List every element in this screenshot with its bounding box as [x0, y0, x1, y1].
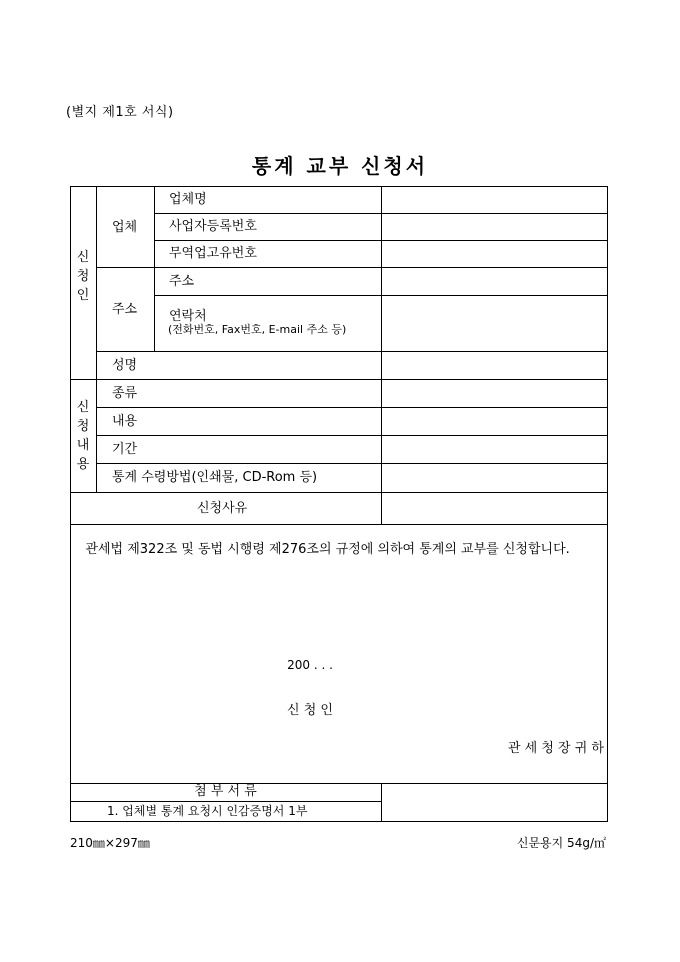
period-label: 기간 [112, 442, 138, 457]
receipt-method-label: 통계 수령방법(인쇄물, CD-Rom 등) [112, 470, 318, 485]
content-label: 내용 [112, 414, 138, 429]
form-title: 통계 교부 신청서 [251, 154, 429, 178]
attachments-header: 첨 부 서 류 [194, 784, 257, 799]
applicant-section-label: 신 청 인 [76, 250, 90, 303]
contact-label: 연락처 [169, 309, 207, 324]
paper-size: 210㎜×297㎜ [70, 836, 150, 850]
paper-type: 신문용지 54g/㎡ [516, 836, 606, 850]
statement-text: 관세법 제322조 및 동법 시행령 제276조의 규정에 의하여 통계의 교부를 신청합니다. [85, 542, 570, 557]
company-name-label: 업체명 [169, 192, 207, 207]
attachment-item: 1. 업체별 통계 요청시 인감증명서 1부 [107, 804, 308, 818]
application-date: 200 . . . [287, 658, 333, 672]
application-form-table [70, 186, 608, 822]
business-reg-no-label: 사업자등록번호 [169, 219, 257, 234]
reason-label: 신청사유 [197, 501, 248, 516]
contact-note: (전화번호, Fax번호, E-mail 주소 등) [168, 323, 347, 336]
type-label: 종류 [112, 386, 138, 401]
applicant-signature: 신 청 인 [287, 703, 333, 718]
form-number: (별지 제1호 서식) [66, 105, 174, 120]
company-group-label: 업체 [112, 220, 138, 235]
name-label: 성명 [112, 358, 138, 373]
request-section-label: 신 청 내 용 [76, 400, 90, 472]
address-group-label: 주소 [112, 302, 138, 317]
recipient: 관 세 청 장 귀 하 [507, 741, 604, 756]
address-label: 주소 [169, 274, 195, 289]
trade-id-no-label: 무역업고유번호 [169, 246, 257, 261]
